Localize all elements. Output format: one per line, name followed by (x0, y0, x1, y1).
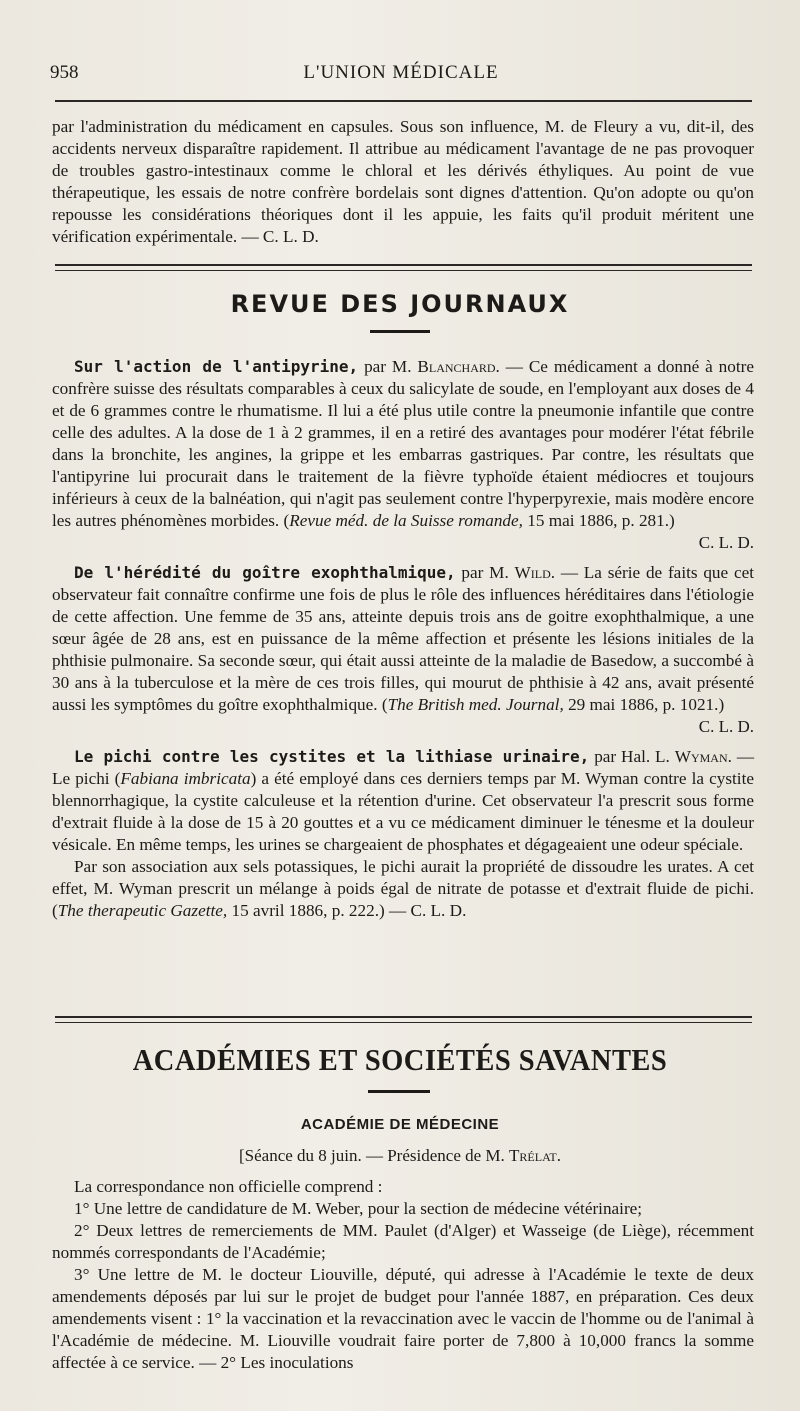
article-by: par Hal. L. (589, 747, 675, 766)
journal-title: L'UNION MÉDICALE (303, 62, 499, 83)
article-by: par M. (455, 563, 515, 582)
proceedings-p4: 3° Une lettre de M. le docteur Liouville, député, qui adresse à l'Académie le texte de deux amendements déposés par lui sur le projet de budget pour l'année 1887, en préparation. Ces deux amendements visent : 1° la vaccination et la revaccination avec le vaccin de l'homme ou de l'animal à l'Académie de médecine. M. Liouville voudrait faire porter de 7,800 à 10,000 francs la somme affectée à ce service. — 2° Les inoculations (52, 1265, 754, 1372)
section-rule-top-2 (55, 270, 752, 271)
article-lead: Sur l'action de l'antipyrine, (74, 357, 359, 376)
article-lead: De l'hérédité du goître exophthalmique, (74, 563, 456, 582)
article-author: Wyman (674, 747, 728, 766)
article-by: par M. (358, 357, 418, 376)
page-header (50, 58, 752, 92)
seance-line (0, 1146, 800, 1166)
article-signature: C. L. D. (698, 533, 754, 552)
article-pichi-2 (52, 856, 754, 922)
article-lead: Le pichi contre les cystites et la lithiase urinaire, (74, 747, 590, 766)
proceedings-p2: 1° Une lettre de candidature de M. Weber, pour la section de médecine vétérinaire; (74, 1199, 643, 1218)
article-signature: C. L. D. (698, 717, 754, 736)
article-text-2: Par son association aux sels potassiques, le pichi aurait la propriété de dissoudre les urates. A cet effet, M. Wyman prescrit un mélange à poids égal de nitrate de potasse et d'extrait fluide de pichi. ( (52, 857, 754, 920)
article-source: The therapeutic Gazette, (57, 901, 228, 920)
revue-articles (52, 356, 754, 922)
section-rule-top (55, 264, 752, 266)
section-rule-academies (55, 1016, 752, 1018)
revue-title-rule (370, 330, 430, 333)
article-pichi (52, 746, 754, 856)
seance-president: Trélat (509, 1146, 557, 1165)
article-text: . — La série de faits que cet observateur fait connaître confirme une fois de plus le rôle des influences héréditaires dans l'étiologie de cette affection. Une femme de 35 ans, atteinte depuis trois ans de goitre exophthalmique, a une sœur âgée de 28 ans, est en puissance de la même affection et présente les lésions initiales de la phthisie pulmonaire. Sa seconde sœur, qui était aussi atteinte de la maladie de Basedow, a succombé à 30 ans à la tuberculose et la mère de ces trois filles, qui mourut de phthisie à 42 ans, avait présenté aussi les symptômes du goître exophthalmique. ( (52, 563, 754, 714)
article-text: . — Ce médicament a donné à notre confrère suisse des résultats comparables à ceux du salicylate de soude, en l'employant aux doses de 4 et de 6 grammes contre le rhumatisme. Il lui a été plus utile contre la pneumonie infantile que contre celle des adultes. A la dose de 1 à 2 grammes, il en a retiré des avantages pour modérer l'état fébrile dans la bronchite, les angines, la grippe et les embarras gastriques. Par contre, les résultats que l'antipyrine lui procurait dans le traitement de la fièvre typhoïde étaient médiocres et toujours inférieurs à ceux de la balnéation, qui n'agit pas seulement contre l'hyperpyrexie, mais modère encore les autres phénomènes morbides. ( (52, 357, 754, 530)
proceedings-p1: La correspondance non officielle comprend : (74, 1177, 383, 1196)
article-goitre (52, 562, 754, 716)
intro-block (52, 116, 754, 248)
proceedings-p3: 2° Deux lettres de remerciements de MM. Paulet (d'Alger) et Wasseige (de Liège), récemment nommés correspondants de l'Académie; (52, 1221, 754, 1262)
revue-title: REVUE DES JOURNAUX (230, 290, 570, 318)
seance-text: [Séance du 8 juin. — Présidence de M. (238, 1146, 510, 1165)
article-tail: 15 avril 1886, p. 222.) — C. L. D. (227, 901, 467, 920)
article-tail: 15 mai 1886, p. 281.) (522, 511, 675, 530)
article-author: Wild (514, 563, 551, 582)
article-author: Blanchard (417, 357, 496, 376)
article-latin-name: Fabiana imbricata (120, 769, 251, 788)
intro-paragraph: par l'administration du médicament en capsules. Sous son influence, M. de Fleury a vu, dit-il, des accidents nerveux disparaître rapidement. Il attribue au médicament l'avantage de ne pas provoquer de troubles gastro-intestinaux comme le chloral et les dérivés éthyliques. Au point de vue thérapeutique, les essais de notre confrère bordelais sont dignes d'attention. Qu'on adopte ou qu'on repousse les considérations théoriques dont il les appuie, les faits qu'il produit méritent une vérification expérimentale. — C. L. D. (52, 117, 754, 246)
academie-subtitle: ACADÉMIE DE MÉDECINE (300, 1116, 500, 1133)
article-tail: 29 mai 1886, p. 1021.) (563, 695, 725, 714)
section-rule-academies-2 (55, 1022, 752, 1023)
article-antipyrine (52, 356, 754, 532)
article-source: Revue méd. de la Suisse romande, (289, 511, 523, 530)
article-text: ) a été employé dans ces derniers temps par M. Wyman contre la cystite blennorrhagique, la cystite calculeuse et la rétention d'urine. Cet observateur l'a prescrit sous forme d'extrait fluide à la dose de 15 à 20 gouttes et a vu ce médicament diminuer le ténesme et la douleur vésicale. En même temps, les urines se chargeaient de phosphates et dégageaient une odeur spéciale. (52, 769, 754, 854)
seance-end: . (556, 1146, 561, 1165)
academie-proceedings (52, 1176, 754, 1374)
header-rule (55, 100, 752, 102)
page-number: 958 (50, 62, 79, 83)
academies-title: ACADÉMIES ET SOCIÉTÉS SAVANTES (132, 1042, 668, 1077)
article-source: The British med. Journal, (387, 695, 564, 714)
academies-title-rule (368, 1090, 430, 1093)
article-text-a: . — Le pichi ( (52, 747, 755, 788)
